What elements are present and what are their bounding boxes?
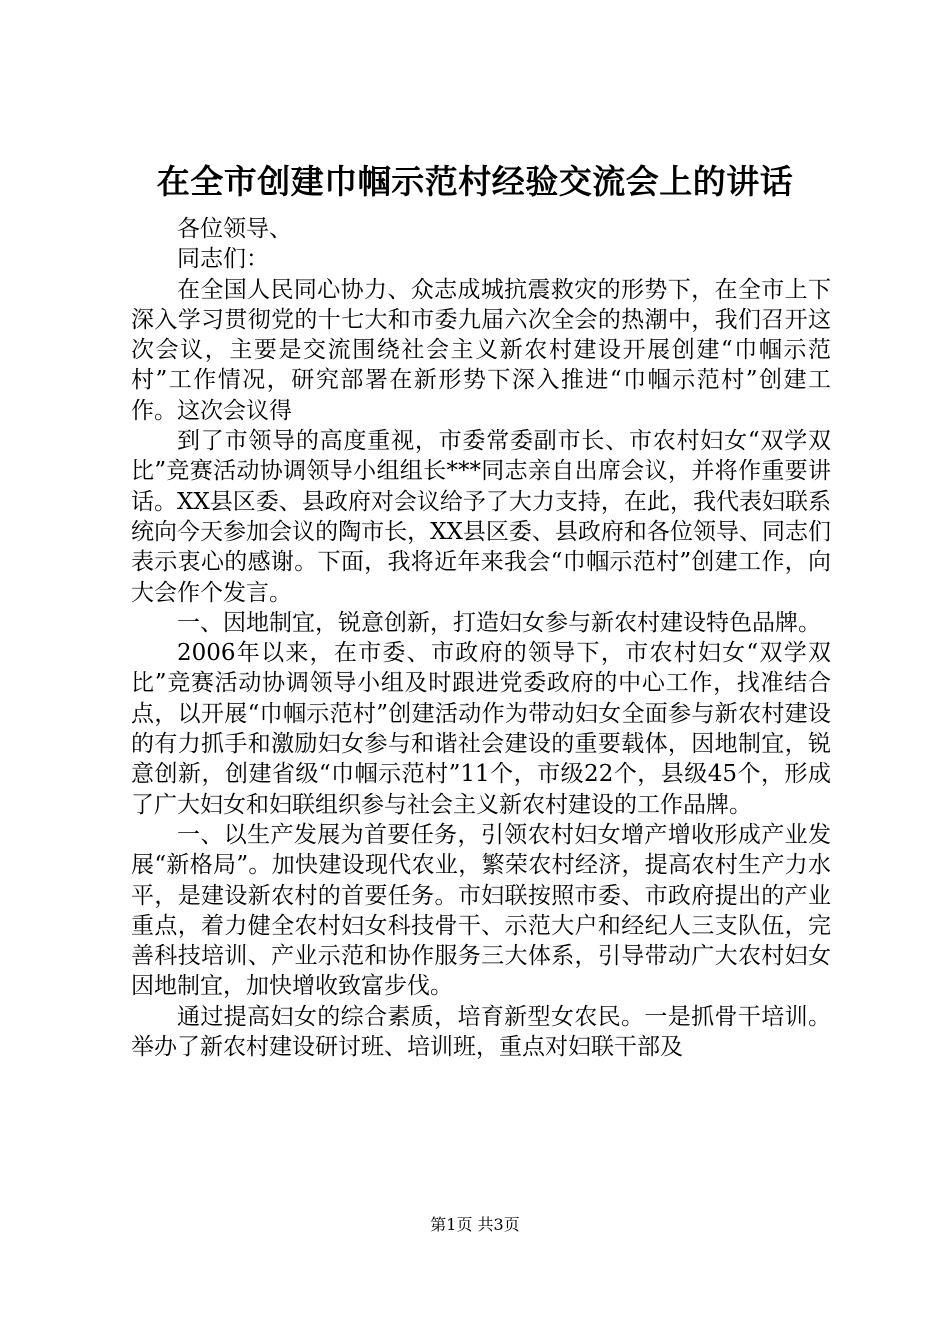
paragraph-training: 通过提高妇女的综合素质，培育新型女农民。一是抓骨干培训。举办了新农村建设研讨班、培训班，重点对妇联干部及 [131,1003,831,1061]
paragraph-2006: 2006年以来，在市委、市政府的领导下，市农村妇女“双学双比”竞赛活动协调领导小组及时跟进党委政府的中心工作，找准结合点，以开展“巾帼示范村”创建活动作为带动妇女全面参与新农村建设的有力抓手和激励妇女参与和谐社会建设的重要载体，因地制宜，锐意创新，创建省级“巾帼示范村”11个，市级22个，县级45个，形成了广大妇女和妇联组织参与社会主义新农村建设的工作品牌。 [131,640,831,818]
paragraph-salutation-2: 同志们： [177,246,269,273]
paragraph-heading-1: 一、因地制宜，锐意创新，打造妇女参与新农村建设特色品牌。 [177,609,821,636]
page-footer: 第1页 共3页 [430,1215,520,1234]
paragraph-salutation-1: 各位领导、 [177,216,292,242]
document-title: 在全市创建巾帼示范村经验交流会上的讲话 [156,162,794,201]
document-body [131,214,831,1062]
paragraph-heading-2: 一、以生产发展为首要任务，引领农村妇女增产增收形成产业发展“新格局”。加快建设现代农业，繁荣农村经济，提高农村生产力水平，是建设新农村的首要任务。市妇联按照市委、市政府提出的产业重点，着力健全农村妇女科技骨干、示范大户和经纪人三支队伍，完善科技培训、产业示范和协作服务三大体系，引导带动广大农村妇女因地制宜，加快增收致富步伐。 [131,821,831,1000]
paragraph-intro-continued: 到了市领导的高度重视，市委常委副市长、市农村妇女“双学双比”竞赛活动协调领导小组组长***同志亲自出席会议，并将作重要讲话。XX县区委、县政府对会议给予了大力支持，在此，我代表妇联系统向今天参加会议的陶市长，XX县区委、县政府和各位领导、同志们表示衷心的感谢。下面，我将近年来我会“巾帼示范村”创建工作，向大会作个发言。 [131,428,831,606]
paragraph-intro: 在全国人民同心协力、众志成城抗震救灾的形势下，在全市上下深入学习贯彻党的十七大和市委九届六次全会的热潮中，我们召开这次会议，主要是交流围绕社会主义新农村建设开展创建“巾帼示范村”工作情况，研究部署在新形势下深入推进“巾帼示范村”创建工作。这次会议得 [131,276,831,424]
